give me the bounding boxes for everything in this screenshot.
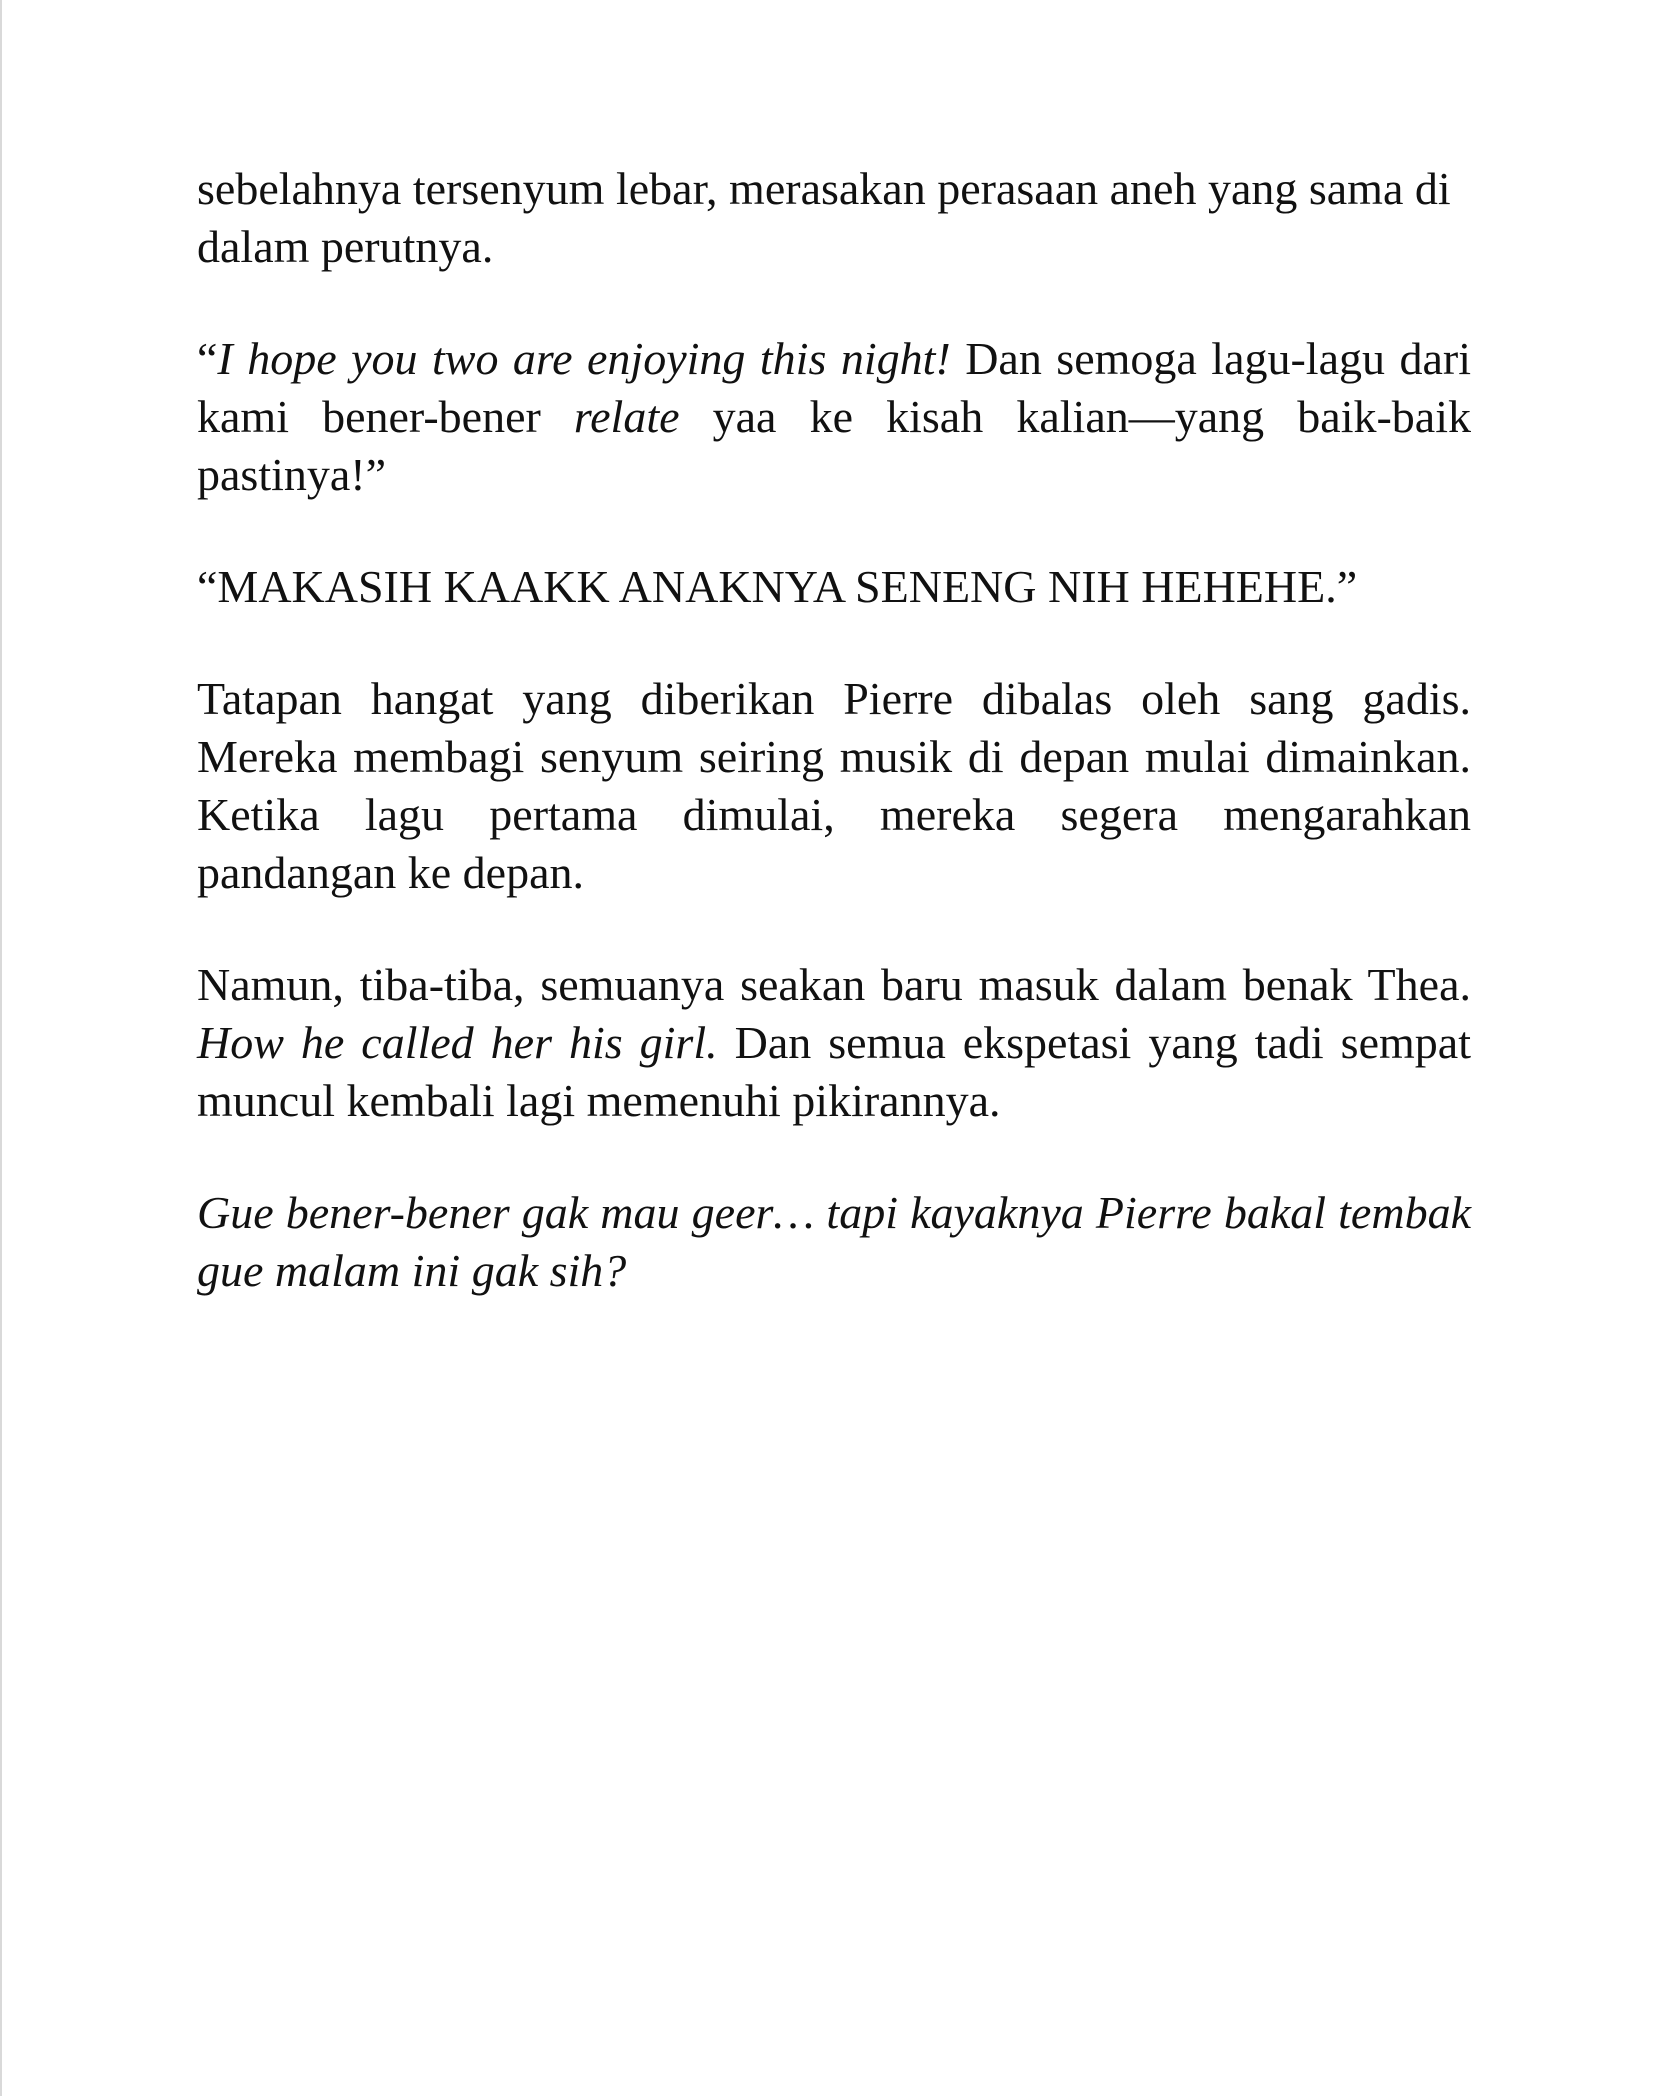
italic-text: relate	[573, 391, 680, 442]
paragraph-text: yaa ke kisah kalian—yang baik-baik pastinya!”	[197, 391, 1471, 500]
body-text	[197, 160, 1471, 1300]
paragraph-text: “MAKASIH KAAKK ANAKNYA SENENG NIH HEHEHE.”	[197, 561, 1358, 612]
italic-text: Gue bener-bener gak mau geer… tapi kayaknya Pierre bakal tembak gue malam ini gak sih?	[197, 1187, 1471, 1296]
paragraph-text: Dan semua ekspetasi yang tadi sempat muncul kembali lagi memenuhi pikirannya.	[197, 1017, 1471, 1126]
paragraph-text: Namun, tiba-tiba, semuanya seakan baru masuk dalam benak Thea.	[197, 959, 1471, 1010]
italic-text: How he called her his girl.	[197, 1017, 718, 1068]
paragraph-5	[197, 956, 1471, 1130]
page-left-edge	[0, 0, 2, 2096]
italic-text: I hope you two are enjoying this night!	[217, 333, 951, 384]
paragraph-text: “	[197, 333, 218, 384]
paragraph-2	[197, 330, 1471, 504]
paragraph-text: sebelahnya tersenyum lebar, merasakan perasaan aneh yang sama di dalam perutnya.	[197, 163, 1451, 272]
paragraph-text: Dan semoga lagu-lagu dari kami bener-bener	[197, 333, 1471, 442]
paragraph-6	[197, 1184, 1471, 1300]
paragraph-3	[197, 558, 1471, 616]
paragraph-text: Tatapan hangat yang diberikan Pierre dibalas oleh sang gadis. Mereka membagi senyum seiring musik di depan mulai dimainkan. Ketika lagu pertama dimulai, mereka segera mengarahkan pandangan ke depan.	[197, 673, 1471, 898]
paragraph-1	[197, 160, 1471, 276]
paragraph-4	[197, 670, 1471, 902]
